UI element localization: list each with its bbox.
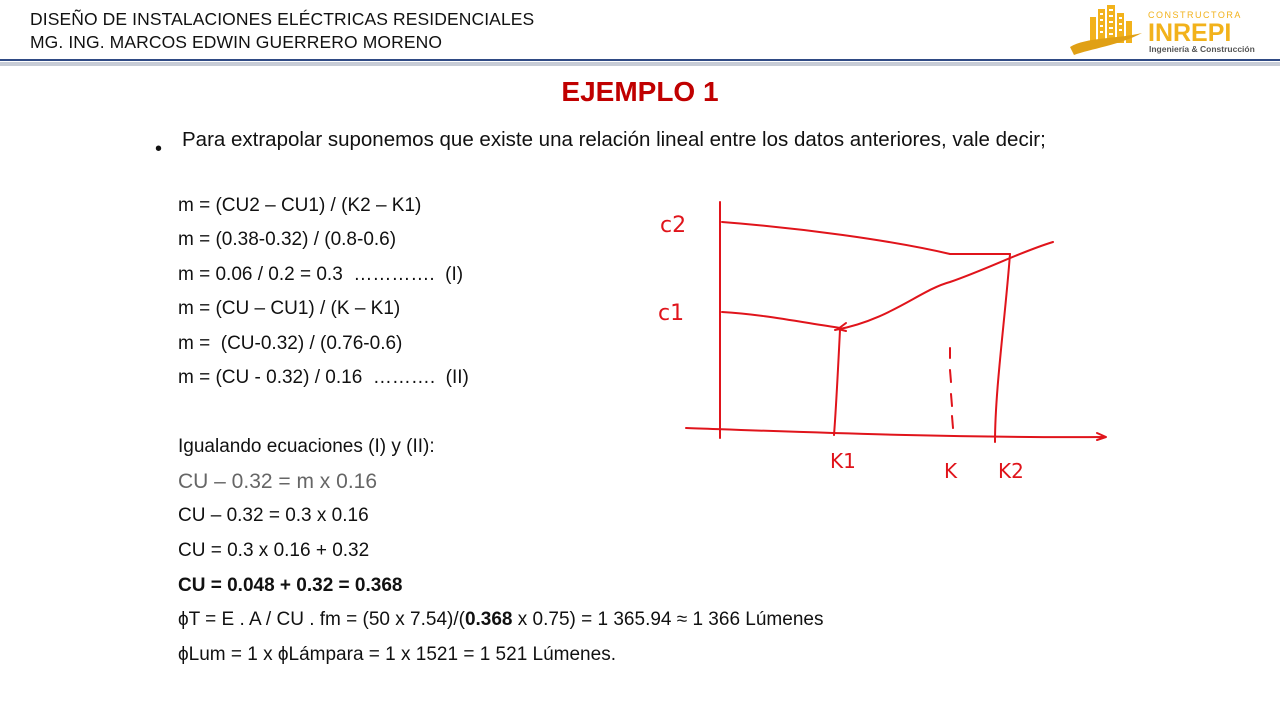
sketch-line-k [950, 348, 953, 428]
solve-result: CU = 0.048 + 0.32 = 0.368 [178, 575, 403, 596]
bullet-text: Para extrapolar suponemos que existe una relación lineal entre los datos anteriores, vale decir; [182, 128, 1046, 151]
solve-heading: Igualando ecuaciones (I) y (II): [178, 436, 435, 457]
equation-6: m = (CU - 0.32) / 0.16 ………. (II) [178, 367, 469, 388]
bullet-icon: • [155, 138, 163, 160]
header-rule-shadow [0, 62, 1280, 66]
logo-sub-text: Ingeniería & Construcción [1149, 44, 1255, 54]
solve-step-1: CU – 0.32 = m x 0.16 [178, 470, 378, 493]
equation-3: m = 0.06 / 0.2 = 0.3 …………. (I) [178, 264, 464, 285]
sketch-curve-c2 [722, 222, 1010, 254]
sketch-label-c1: c1 [658, 301, 685, 326]
flux-equation: ϕT = E . A / CU . fm = (50 x 7.54)/(0.368 x 0.75) = 1 365.94 ≈ 1 366 Lúmenes [178, 609, 824, 630]
sketch-extrapolation [835, 242, 1053, 330]
equation-5: m = (CU-0.32) / (0.76-0.6) [178, 333, 403, 354]
slide-title: EJEMPLO 1 [561, 76, 719, 107]
solve-step-3: CU = 0.3 x 0.16 + 0.32 [178, 540, 370, 561]
sketch-label-k2: K2 [998, 459, 1024, 483]
sketch-label-c2: c2 [660, 213, 687, 238]
sketch-line-k2 [995, 254, 1010, 442]
sketch-label-k1: K1 [830, 449, 856, 473]
luminaire-flux-equation: ϕLum = 1 x ϕLámpara = 1 x 1521 = 1 521 Lúmenes. [178, 644, 616, 665]
sketch-curve-c1 [722, 312, 840, 328]
logo-name-text: INREPI [1148, 19, 1232, 47]
header-rule [0, 59, 1280, 61]
equation-1: m = (CU2 – CU1) / (K2 – K1) [178, 195, 422, 216]
sketch-line-k1 [834, 330, 840, 435]
equation-2: m = (0.38-0.32) / (0.8-0.6) [178, 229, 397, 250]
author-name: MG. ING. MARCOS EDWIN GUERRERO MORENO [30, 32, 443, 52]
interpolation-sketch [650, 190, 1120, 490]
sketch-x-axis [686, 428, 1105, 437]
equation-4: m = (CU – CU1) / (K – K1) [178, 298, 401, 319]
course-title: DISEÑO DE INSTALACIONES ELÉCTRICAS RESIDENCIALES [30, 9, 535, 29]
sketch-label-k: K [944, 459, 958, 483]
inrepi-logo [1068, 3, 1268, 59]
solve-step-2: CU – 0.32 = 0.3 x 0.16 [178, 505, 369, 526]
logo-top-text: CONSTRUCTORA [1148, 10, 1242, 20]
